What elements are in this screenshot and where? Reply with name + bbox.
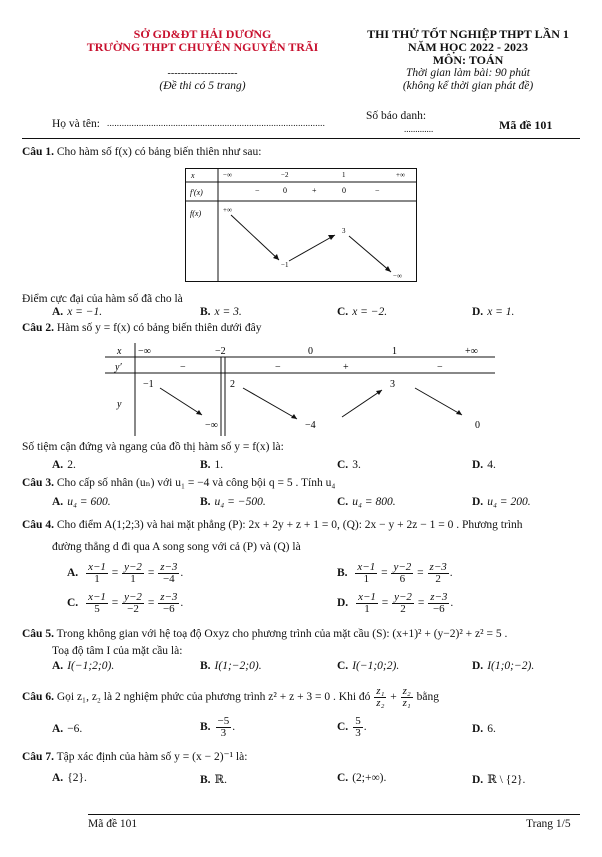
q3-stem (22, 476, 335, 490)
q1-arrow-up (289, 235, 335, 261)
q7-option-d[interactable]: D. ℝ \ {2}. (472, 774, 526, 786)
q1-option-d[interactable]: D. x = 1. (472, 306, 515, 318)
q1-option-a[interactable]: A. x = −1. (52, 306, 103, 318)
q1-option-c[interactable]: C. x = −2. (337, 306, 388, 318)
q6-text: Gọi z₁, z₂ là 2 nghiệm phức của phương trình z² + z + 3 = 0 . Khi đó (56, 691, 371, 704)
q1-stem (22, 145, 261, 159)
q2-arrow-2 (243, 388, 297, 419)
q2-arrow-1 (160, 388, 202, 415)
q1-arrow-down-1 (231, 215, 279, 260)
school-name: TRƯỜNG THPT CHUYÊN NGUYỄN TRÃI (86, 40, 319, 54)
q2-x-2: −2 (215, 346, 226, 357)
q1-x-2: −2 (281, 171, 289, 179)
q1-fp-label: f'(x) (190, 188, 203, 197)
q4-text: Cho điểm A(1;2;3) và hai mặt phẳng (P): 2x + 2y + z + 1 = 0, (Q): 2x − y + 2z − 1 = 0 . Phương trình (56, 519, 523, 531)
q6-option-c[interactable]: C. $\frac{5}{3}$ . (337, 715, 367, 739)
q2-stem (22, 321, 262, 335)
q4-option-b[interactable]: B. $\frac{x-1}{1}$ = $\frac{y-2}{6}$ = $\frac{z-3}{2}$ . (337, 561, 453, 585)
q1-f-label: f(x) (190, 209, 202, 218)
exam-title: THI THỬ TỐT NGHIỆP THPT LẦN 1 (367, 27, 569, 41)
q4-stem-2: đường thẳng d đi qua A song song với cả (P) và (Q) là (52, 541, 301, 553)
exam-time: Thời gian làm bài: 90 phút (405, 67, 531, 79)
q6-label: Câu 6. (22, 691, 54, 704)
q2-sub: Số tiệm cận đứng và ngang của đồ thị hàm số y = f(x) là: (22, 441, 284, 453)
q1-sign-1: − (255, 186, 260, 195)
q1-arrow-down-2 (349, 236, 391, 272)
q1-x-label: x (191, 171, 195, 180)
q2-y-5: 3 (390, 379, 395, 390)
q1-f-2: −1 (281, 261, 289, 269)
exam-code: Mã đề 101 (499, 118, 553, 132)
q2-option-b[interactable]: B. 1. (200, 459, 224, 471)
q1-f-4: −∞ (393, 272, 402, 280)
department-name: SỞ GD&ĐT HẢI DƯƠNG (133, 27, 272, 41)
q2-arrow-4 (415, 388, 462, 415)
q2-option-d[interactable]: D. 4. (472, 459, 496, 471)
q2-label: Câu 2. (22, 322, 54, 334)
q4-option-c[interactable]: C. $\frac{x-1}{5}$ = $\frac{y-2}{-2}$ = $\frac{z-3}{-6}$ . (67, 591, 184, 615)
q1-label: Câu 1. (22, 146, 54, 158)
q2-x-3: 0 (308, 346, 313, 357)
q2-text: Hàm số y = f(x) có bảng biến thiên dưới đây (56, 322, 262, 334)
q3-option-d[interactable]: D. u₄ = 200. (472, 496, 531, 508)
q2-sign-1: − (180, 362, 186, 373)
q3-label: Câu 3. (22, 477, 54, 489)
q1-f-3: 3 (342, 227, 346, 235)
q1-sign-3: + (312, 186, 317, 195)
q2-option-a[interactable]: A. 2. (52, 459, 76, 471)
q5-stem (22, 627, 507, 641)
footer-divider (88, 814, 580, 815)
q1-x-4: +∞ (396, 171, 405, 179)
q4-stem (22, 518, 523, 532)
q1-sign-4: 0 (342, 186, 346, 195)
q6-option-b[interactable]: B. $\frac{-5}{3}$ . (200, 715, 236, 739)
q1-text: Cho hàm số f(x) có bảng biến thiên như sau: (56, 146, 262, 158)
footer-page: Trang 1/5 (526, 818, 571, 830)
q7-stem (22, 750, 247, 764)
q5-option-d[interactable]: D. I(1;0;−2). (472, 660, 535, 672)
pages-note: (Đề thi có 5 trang) (159, 80, 246, 92)
q2-x-label: x (117, 346, 122, 357)
q5-stem-2: Toạ độ tâm I của mặt cầu là: (52, 645, 183, 657)
q2-x-5: +∞ (465, 346, 478, 357)
q6-stem: Câu 6. Gọi z₁, z₂ là 2 nghiệm phức của phương trình z² + z + 3 = 0 . Khi đó $\frac{\text{z₁}}{\text{z₂}}$ + $\frac{\text{z₂}}{\text{z₁}}$ bằng (22, 685, 439, 709)
q2-option-c[interactable]: C. 3. (337, 459, 361, 471)
q2-y-label: y (117, 399, 122, 410)
footer-code: Mã đề 101 (88, 818, 138, 830)
q6-option-d[interactable]: D. 6. (472, 723, 496, 735)
q7-option-c[interactable]: C. (2;+∞). (337, 772, 387, 784)
sbd-label: Số báo danh: (366, 110, 427, 122)
q3-option-a[interactable]: A. u₄ = 600. (52, 496, 111, 508)
q2-arrow-3 (342, 390, 382, 417)
q2-variation-table (105, 343, 495, 436)
q1-variation-table (185, 168, 417, 282)
q1-sign-2: 0 (283, 186, 287, 195)
q5-label: Câu 5. (22, 628, 54, 640)
q6-option-a[interactable]: A. −6. (52, 723, 83, 735)
header-divider (22, 138, 580, 139)
q5-option-b[interactable]: B. I(1;−2;0). (200, 660, 262, 672)
q7-text: Tập xác định của hàm số y = (x − 2)⁻¹ là: (56, 751, 248, 763)
q7-label: Câu 7. (22, 751, 54, 763)
header-dashes: --------------------- (167, 68, 238, 79)
q1-sub: Điểm cực đại của hàm số đã cho là (22, 293, 183, 305)
q1-x-1: −∞ (223, 171, 232, 179)
q3-option-b[interactable]: B. u₄ = −500. (200, 496, 266, 508)
q2-yp-label: y′ (115, 362, 122, 373)
q4-option-d[interactable]: D. $\frac{x-1}{1}$ = $\frac{y-2}{2}$ = $\frac{z-3}{-6}$ . (337, 591, 454, 615)
q3-text: Cho cấp số nhân (uₙ) với u₁ = −4 và công bội q = 5 . Tính u₄ (56, 477, 336, 489)
q2-y-6: 0 (475, 420, 480, 431)
time-note: (không kể thời gian phát đề) (402, 80, 534, 92)
q4-label: Câu 4. (22, 519, 54, 531)
q2-sign-4: − (437, 362, 443, 373)
q7-option-b[interactable]: B. ℝ. (200, 774, 227, 786)
q1-sign-5: − (375, 186, 380, 195)
q2-y-1: −1 (143, 379, 154, 390)
q5-option-c[interactable]: C. I(−1;0;2). (337, 660, 400, 672)
q1-option-b[interactable]: B. x = 3. (200, 306, 242, 318)
q2-y-4: −4 (305, 420, 316, 431)
name-dots: ......................................................................................... (107, 118, 326, 128)
name-label: Họ và tên: (52, 118, 100, 130)
q2-x-1: −∞ (138, 346, 151, 357)
q5-text: Trong không gian với hệ toạ độ Oxyz cho phương trình của mặt cầu (S): (x+1)² + (y−2)² + z² = 5 . (56, 628, 508, 640)
school-year: NĂM HỌC 2022 - 2023 (408, 40, 528, 54)
q2-y-3: 2 (230, 379, 235, 390)
q7-option-a[interactable]: A. {2}. (52, 772, 87, 784)
q5-option-a[interactable]: A. I(−1;2;0). (52, 660, 115, 672)
q3-option-c[interactable]: C. u₄ = 800. (337, 496, 396, 508)
q1-f-1: +∞ (223, 206, 232, 214)
q2-sign-3: + (343, 362, 349, 373)
subject: MÔN: TOÁN (432, 53, 504, 67)
sbd-dots: ............. (404, 124, 434, 134)
q2-x-4: 1 (392, 346, 397, 357)
q4-option-a[interactable]: A. $\frac{x-1}{1}$ = $\frac{y-2}{1}$ = $\frac{z-3}{-4}$ . (67, 561, 184, 585)
q2-sign-2: − (275, 362, 281, 373)
q1-x-3: 1 (342, 171, 346, 179)
q6-tail: bằng (416, 691, 439, 704)
q2-y-2: −∞ (205, 420, 218, 431)
